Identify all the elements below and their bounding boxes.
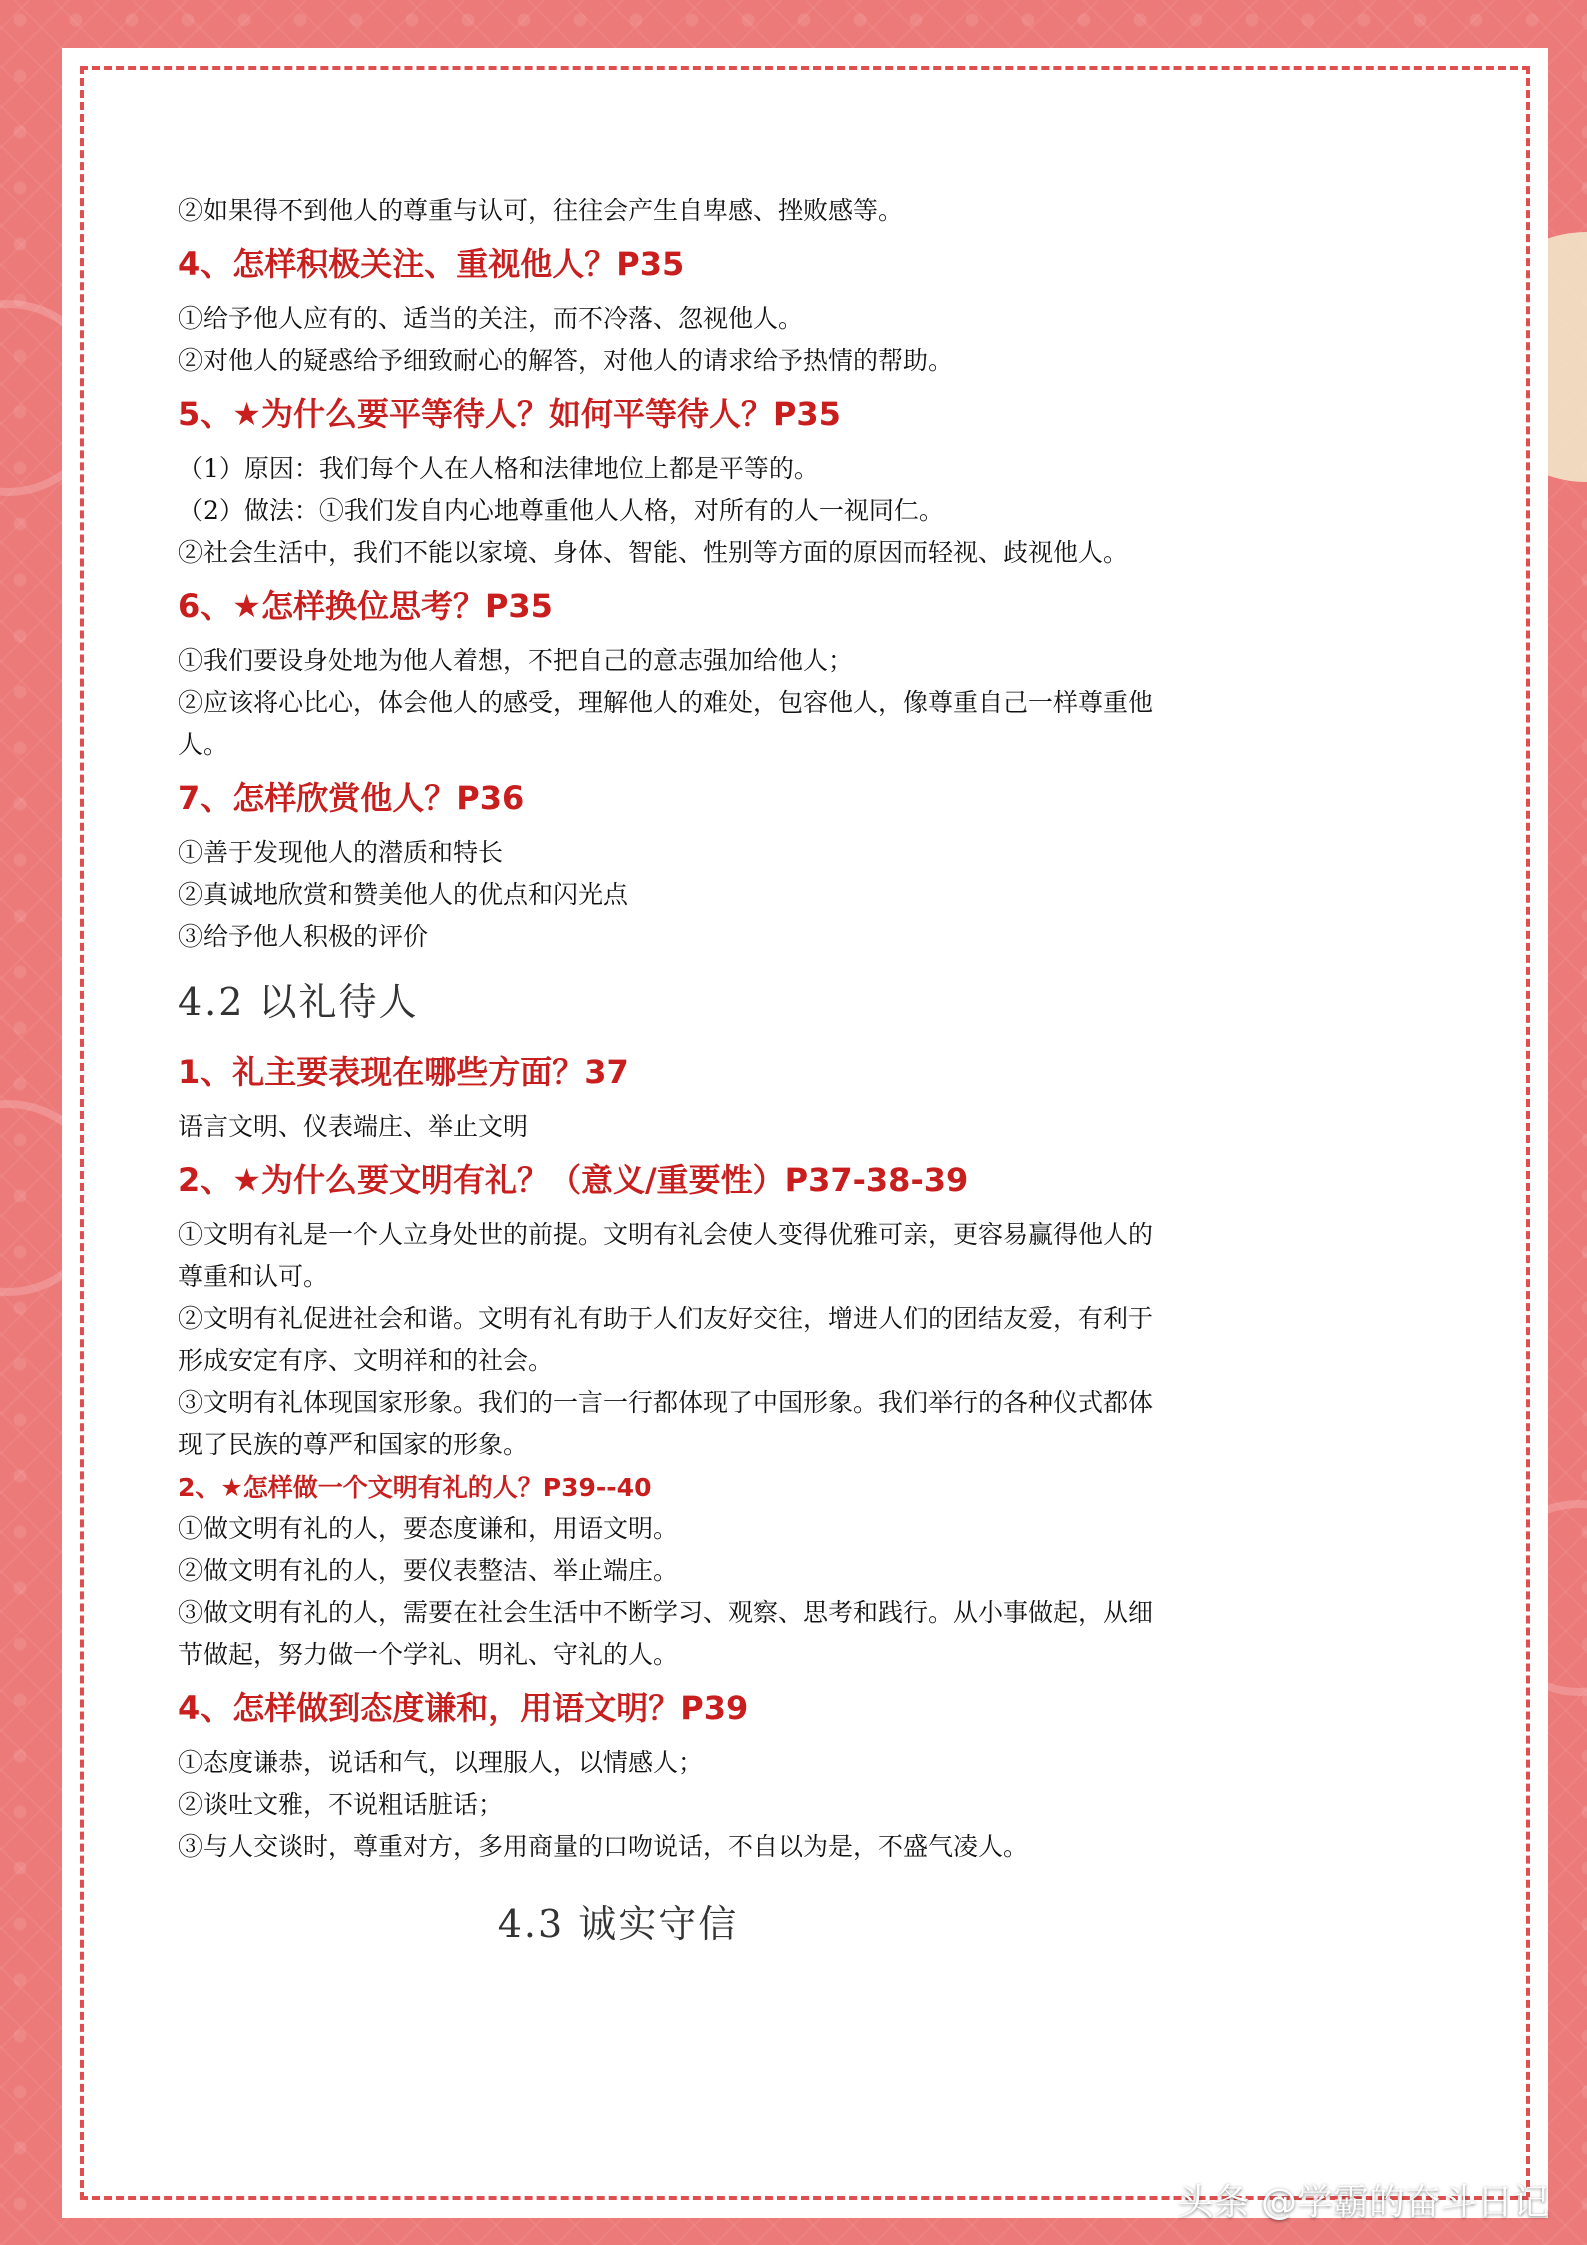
text-line: 现了民族的尊严和国家的形象。: [178, 1430, 529, 1459]
text-line: ②做文明有礼的人，要仪表整洁、举止端庄。: [178, 1556, 679, 1585]
question-heading: 4、怎样做到态度谦和，用语文明？P39: [178, 1689, 749, 1727]
text-line: ①给予他人应有的、适当的关注，而不冷落、忽视他人。: [178, 304, 804, 333]
text-line: ③给予他人积极的评价: [178, 922, 429, 951]
question-heading: 4、怎样积极关注、重视他人？P35: [178, 245, 685, 283]
watermark-text: 头条 @学霸的奋斗日记: [1177, 2182, 1549, 2223]
text-line: ②应该将心比心，体会他人的感受，理解他人的难处，包容他人，像尊重自己一样尊重他: [178, 688, 1154, 717]
text-line: ③与人交谈时，尊重对方，多用商量的口吻说话，不自以为是，不盛气凌人。: [178, 1832, 1029, 1861]
text-line: ①态度谦恭，说话和气，以理服人，以情感人；: [178, 1748, 704, 1777]
text-line: （2）做法：①我们发自内心地尊重他人人格，对所有的人一视同仁。: [178, 496, 944, 525]
question-heading: 2、★为什么要文明有礼？（意义/重要性）P37-38-39: [178, 1161, 969, 1199]
question-heading: 6、★怎样换位思考？P35: [178, 587, 553, 625]
text-line: ③文明有礼体现国家形象。我们的一言一行都体现了中国形象。我们举行的各种仪式都体: [178, 1388, 1154, 1417]
question-heading: 5、★为什么要平等待人？如何平等待人？P35: [178, 395, 841, 433]
text-line: ①我们要设身处地为他人着想，不把自己的意志强加给他人；: [178, 646, 854, 675]
text-line: ①文明有礼是一个人立身处世的前提。文明有礼会使人变得优雅可亲，更容易赢得他人的: [178, 1220, 1154, 1249]
text-line: ①善于发现他人的潜质和特长: [178, 838, 504, 867]
text-line: ②谈吐文雅，不说粗话脏话；: [178, 1790, 504, 1819]
text-line: 节做起，努力做一个学礼、明礼、守礼的人。: [178, 1640, 679, 1669]
text-line: 人。: [178, 730, 229, 759]
section-title: 4.2 以礼待人: [178, 980, 419, 1024]
question-heading: 7、怎样欣赏他人？P36: [178, 779, 525, 817]
text-line: 形成安定有序、文明祥和的社会。: [178, 1346, 554, 1375]
text-line: ②文明有礼促进社会和谐。文明有礼有助于人们友好交往，增进人们的团结友爱，有利于: [178, 1304, 1154, 1333]
text-line: ①做文明有礼的人，要态度谦和，用语文明。: [178, 1514, 679, 1543]
text-line: ②对他人的疑惑给予细致耐心的解答，对他人的请求给予热情的帮助。: [178, 346, 954, 375]
question-heading: 1、礼主要表现在哪些方面？37: [178, 1053, 629, 1091]
text-line: 尊重和认可。: [178, 1262, 329, 1291]
text-line: ②社会生活中，我们不能以家境、身体、智能、性别等方面的原因而轻视、歧视他人。: [178, 538, 1129, 567]
text-line: （1）原因：我们每个人在人格和法律地位上都是平等的。: [178, 454, 819, 483]
text-line: 语言文明、仪表端庄、举止文明: [178, 1112, 529, 1141]
document-content: [178, 190, 1358, 1972]
question-heading: 2、★怎样做一个文明有礼的人？P39--40: [178, 1473, 652, 1502]
text-line: ②如果得不到他人的尊重与认可，往往会产生自卑感、挫败感等。: [178, 196, 904, 225]
text-line: ②真诚地欣赏和赞美他人的优点和闪光点: [178, 880, 629, 909]
text-line: ③做文明有礼的人，需要在社会生活中不断学习、观察、思考和践行。从小事做起，从细: [178, 1598, 1154, 1627]
section-title: 4.3 诚实守信: [497, 1902, 739, 1946]
